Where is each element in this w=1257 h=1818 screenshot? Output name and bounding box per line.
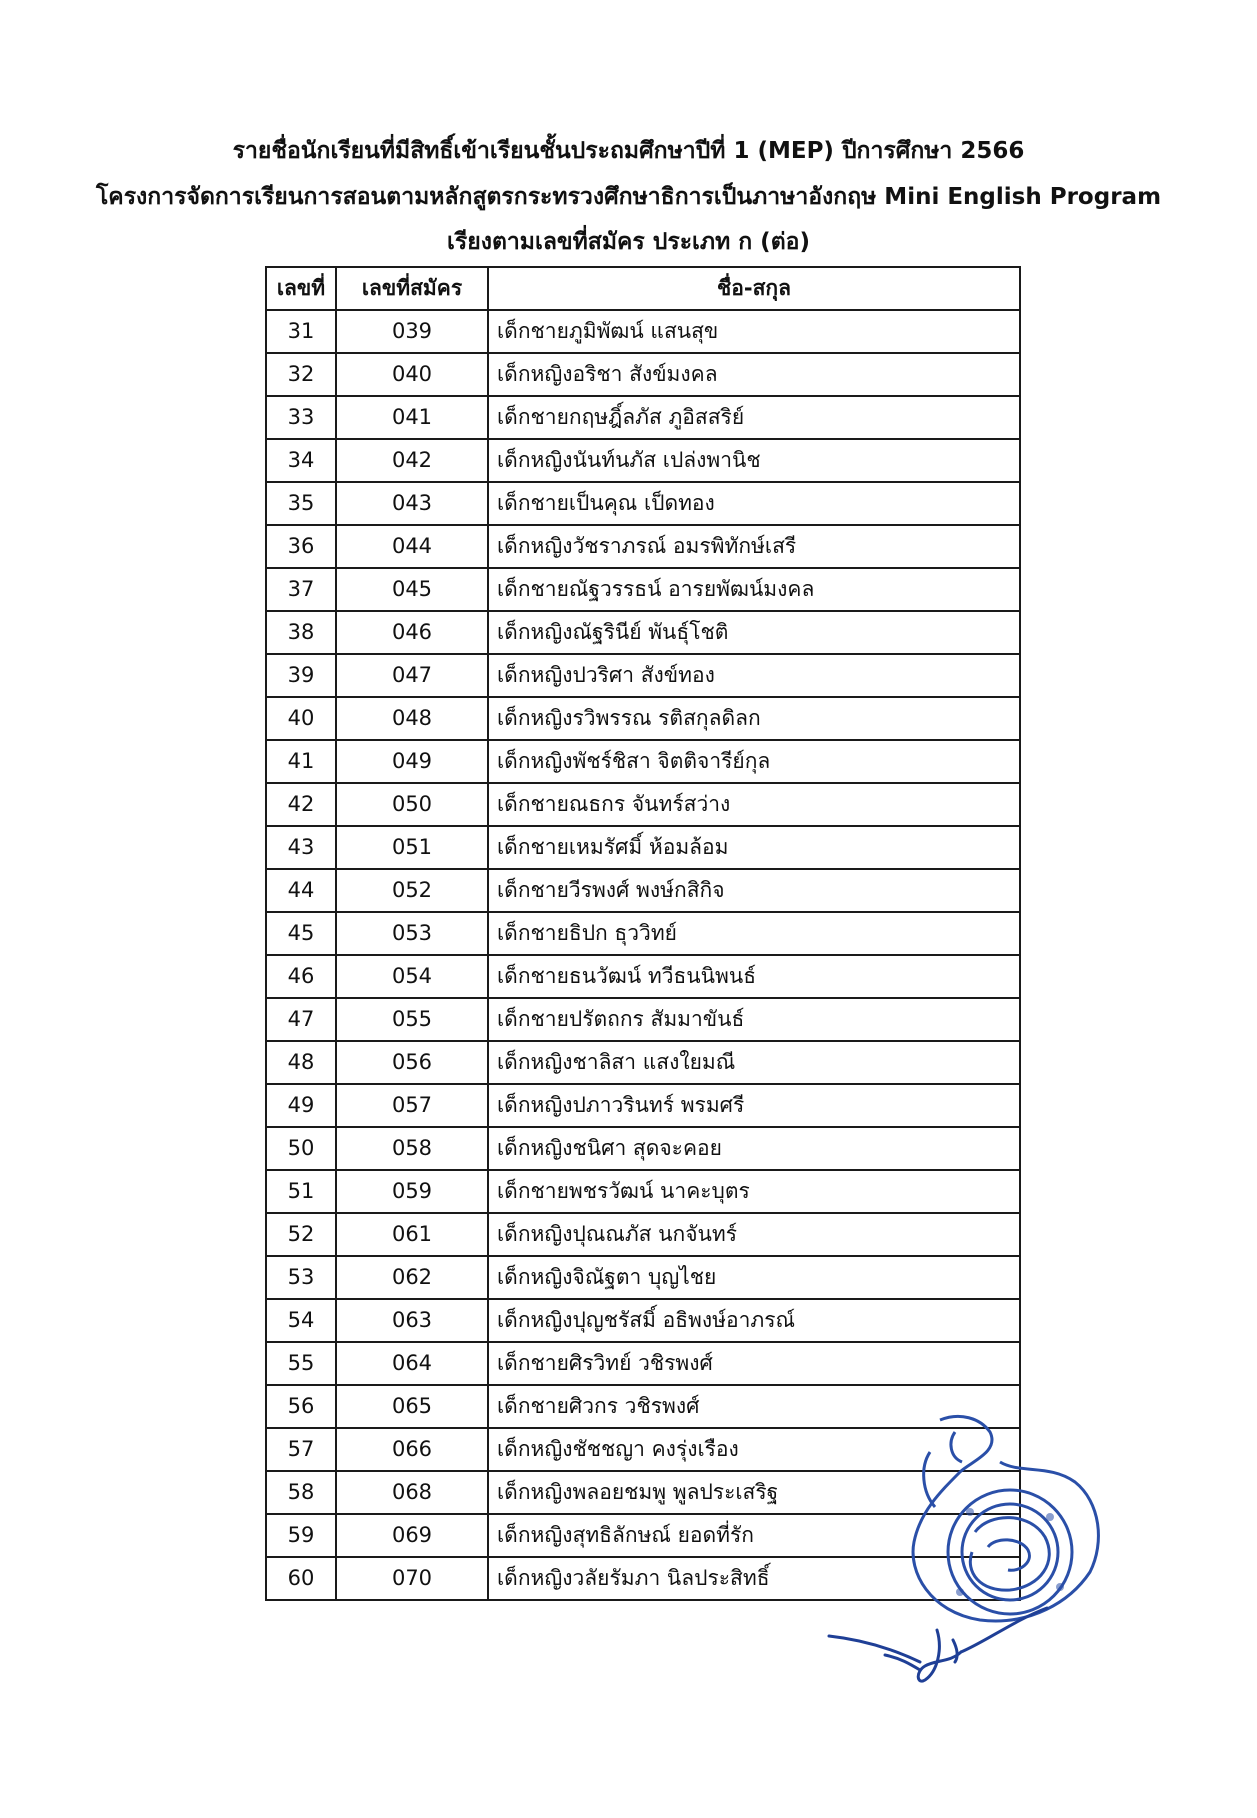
row-number: 55 [266,1342,336,1385]
row-application-number: 050 [336,783,488,826]
row-application-number: 057 [336,1084,488,1127]
table-row [266,869,1020,912]
row-application-number: 045 [336,568,488,611]
document-subtitle: โครงการจัดการเรียนการสอนตามหลักสูตรกระทรวงศึกษาธิการเป็นภาษาอังกฤษ Mini English Program [95,184,1162,210]
row-application-number: 065 [336,1385,488,1428]
table-row [266,482,1020,525]
row-student-name: เด็กหญิงวัชราภรณ์ อมรพิทักษ์เสรี [488,525,1020,568]
row-application-number: 053 [336,912,488,955]
row-student-name: เด็กหญิงปุณณภัส นกจันทร์ [488,1213,1020,1256]
row-application-number: 041 [336,396,488,439]
row-number: 40 [266,697,336,740]
row-student-name: เด็กชายพชรวัฒน์ นาคะบุตร [488,1170,1020,1213]
row-number: 36 [266,525,336,568]
row-application-number: 046 [336,611,488,654]
table-row [266,1127,1020,1170]
row-number: 59 [266,1514,336,1557]
row-number: 35 [266,482,336,525]
table-row [266,1041,1020,1084]
table-row [266,611,1020,654]
row-number: 45 [266,912,336,955]
row-number: 39 [266,654,336,697]
row-number: 44 [266,869,336,912]
row-application-number: 063 [336,1299,488,1342]
table-row [266,1299,1020,1342]
table-row [266,1213,1020,1256]
row-application-number: 042 [336,439,488,482]
row-number: 37 [266,568,336,611]
row-application-number: 054 [336,955,488,998]
row-number: 38 [266,611,336,654]
row-student-name: เด็กหญิงพัชร์ชิสา จิตติจารีย์กุล [488,740,1020,783]
table-row [266,740,1020,783]
row-student-name: เด็กหญิงพลอยชมพู พูลประเสริฐ [488,1471,1020,1514]
row-student-name: เด็กชายเป็นคุณ เป็ดทอง [488,482,1020,525]
row-student-name: เด็กชายวีรพงศ์ พงษ์กสิกิจ [488,869,1020,912]
row-application-number: 066 [336,1428,488,1471]
row-student-name: เด็กหญิงวลัยรัมภา นิลประสิทธิ์ [488,1557,1020,1600]
row-student-name: เด็กชายณัฐวรรธน์ อารยพัฒน์มงคล [488,568,1020,611]
row-student-name: เด็กหญิงณัฐรินีย์ พันธุ์โชติ [488,611,1020,654]
school-seal-icon [900,1412,1110,1632]
table-body [266,310,1020,1600]
row-number: 51 [266,1170,336,1213]
row-application-number: 040 [336,353,488,396]
table-row [266,998,1020,1041]
row-student-name: เด็กหญิงชนิศา สุดจะคอย [488,1127,1020,1170]
row-application-number: 052 [336,869,488,912]
row-application-number: 047 [336,654,488,697]
row-student-name: เด็กหญิงจิณัฐตา บุญไชย [488,1256,1020,1299]
table-row [266,439,1020,482]
row-application-number: 068 [336,1471,488,1514]
table-row [266,1342,1020,1385]
row-application-number: 070 [336,1557,488,1600]
table-row [266,1256,1020,1299]
student-roster-table [265,266,1021,1601]
row-application-number: 055 [336,998,488,1041]
row-number: 48 [266,1041,336,1084]
row-student-name: เด็กชายกฤษฎิ์ลภัส ภูอิสสริย์ [488,396,1020,439]
table-row [266,568,1020,611]
row-student-name: เด็กหญิงชาลิสา แสงใยมณี [488,1041,1020,1084]
row-application-number: 039 [336,310,488,353]
row-application-number: 048 [336,697,488,740]
table-row [266,912,1020,955]
row-number: 53 [266,1256,336,1299]
row-student-name: เด็กหญิงสุทธิลักษณ์ ยอดที่รัก [488,1514,1020,1557]
row-application-number: 051 [336,826,488,869]
table-row [266,310,1020,353]
row-number: 58 [266,1471,336,1514]
row-student-name: เด็กชายภูมิพัฒน์ แสนสุข [488,310,1020,353]
row-number: 60 [266,1557,336,1600]
table-row [266,654,1020,697]
row-application-number: 059 [336,1170,488,1213]
row-number: 43 [266,826,336,869]
row-application-number: 043 [336,482,488,525]
table-row [266,525,1020,568]
row-student-name: เด็กหญิงรวิพรรณ รติสกุลดิลก [488,697,1020,740]
row-student-name: เด็กหญิงปุญชรัสมิ์ อธิพงษ์อาภรณ์ [488,1299,1020,1342]
table-row [266,697,1020,740]
row-student-name: เด็กชายปรัตถกร สัมมาขันธ์ [488,998,1020,1041]
header-number: เลขที่ [266,267,336,310]
row-number: 47 [266,998,336,1041]
row-student-name: เด็กชายเหมรัศมิ์ ห้อมล้อม [488,826,1020,869]
header-application-number: เลขที่สมัคร [336,267,488,310]
row-application-number: 049 [336,740,488,783]
row-student-name: เด็กชายณธกร จันทร์สว่าง [488,783,1020,826]
row-number: 57 [266,1428,336,1471]
row-student-name: เด็กหญิงปภาวรินทร์ พรมศรี [488,1084,1020,1127]
document-sort-note: เรียงตามเลขที่สมัคร ประเภท ก (ต่อ) [447,229,810,255]
table-row [266,1084,1020,1127]
row-application-number: 058 [336,1127,488,1170]
row-number: 41 [266,740,336,783]
row-application-number: 056 [336,1041,488,1084]
row-application-number: 062 [336,1256,488,1299]
row-student-name: เด็กหญิงปวริศา สังข์ทอง [488,654,1020,697]
row-number: 49 [266,1084,336,1127]
row-student-name: เด็กหญิงอริชา สังข์มงคล [488,353,1020,396]
row-number: 42 [266,783,336,826]
row-number: 52 [266,1213,336,1256]
table-header-row [266,267,1020,310]
row-application-number: 044 [336,525,488,568]
table-row [266,353,1020,396]
signature-icon [825,1600,1055,1690]
row-number: 46 [266,955,336,998]
row-number: 34 [266,439,336,482]
row-number: 56 [266,1385,336,1428]
row-application-number: 069 [336,1514,488,1557]
table-row [266,783,1020,826]
row-number: 50 [266,1127,336,1170]
row-student-name: เด็กหญิงนันท์นภัส เปล่งพานิช [488,439,1020,482]
row-application-number: 061 [336,1213,488,1256]
row-student-name: เด็กหญิงชัชชญา คงรุ่งเรือง [488,1428,1020,1471]
row-number: 54 [266,1299,336,1342]
table-row [266,826,1020,869]
row-number: 33 [266,396,336,439]
row-number: 31 [266,310,336,353]
row-student-name: เด็กชายธิปก ธุววิทย์ [488,912,1020,955]
row-student-name: เด็กชายธนวัฒน์ ทวีธนนิพนธ์ [488,955,1020,998]
table-row [266,396,1020,439]
row-student-name: เด็กชายศิวกร วชิรพงศ์ [488,1385,1020,1428]
row-student-name: เด็กชายศิรวิทย์ วชิรพงศ์ [488,1342,1020,1385]
table-row [266,955,1020,998]
header-full-name: ชื่อ-สกุล [488,267,1020,310]
row-number: 32 [266,353,336,396]
row-application-number: 064 [336,1342,488,1385]
document-title: รายชื่อนักเรียนที่มีสิทธิ์เข้าเรียนชั้นประถมศึกษาปีที่ 1 (MEP) ปีการศึกษา 2566 [232,138,1025,164]
table-row [266,1170,1020,1213]
